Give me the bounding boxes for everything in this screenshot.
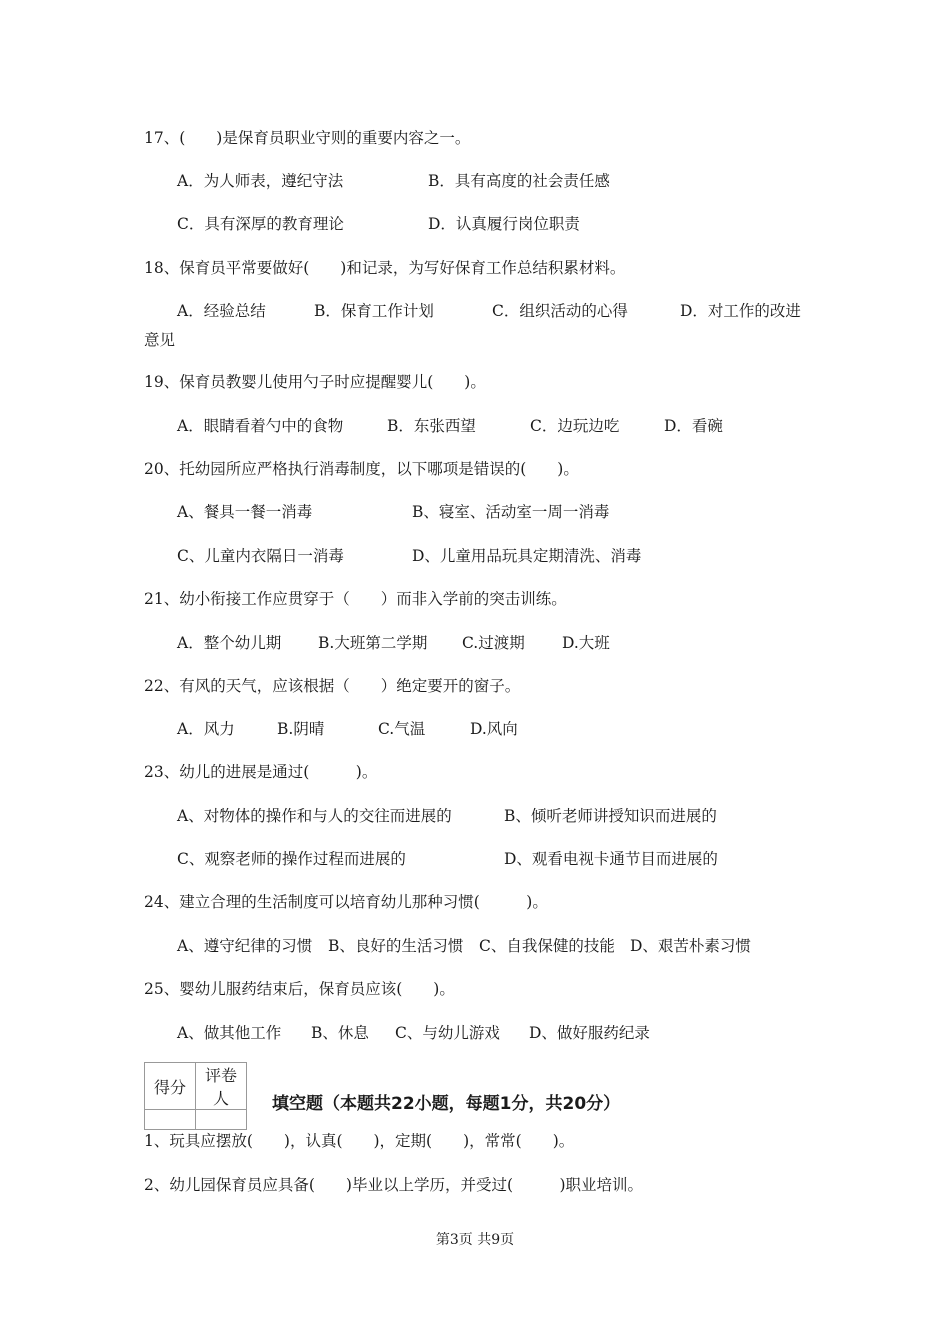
question-19-stem: 19、保育员教婴儿使用勺子时应提醒婴儿( )。 xyxy=(144,373,486,391)
question-20-option-d: D、儿童用品玩具定期清洗、消毒 xyxy=(412,547,642,565)
question-23-stem: 23、幼儿的进展是通过( )。 xyxy=(144,763,378,781)
fill-question-2: 2、幼儿园保育员应具备( )毕业以上学历，并受过( )职业培训。 xyxy=(144,1176,644,1194)
question-24-option-b: B、良好的生活习惯 xyxy=(328,937,464,955)
question-22-option-d: D.风向 xyxy=(470,720,518,738)
question-17-option-d: D．认真履行岗位职责 xyxy=(428,215,580,233)
question-18-stem: 18、保育员平常要做好( )和记录，为写好保育工作总结积累材料。 xyxy=(144,259,626,277)
question-21-option-d: D.大班 xyxy=(562,634,610,652)
question-23-option-d: D、观看电视卡通节目而进展的 xyxy=(504,850,718,868)
question-20-option-c: C、儿童内衣隔日一消毒 xyxy=(177,547,344,565)
question-17-stem: 17、( )是保育员职业守则的重要内容之一。 xyxy=(144,129,471,147)
reviewer-cell xyxy=(196,1110,247,1130)
question-21-stem: 21、幼小衔接工作应贯穿于（ ）而非入学前的突击训练。 xyxy=(144,590,567,608)
question-18-option-a: A．经验总结 xyxy=(177,302,266,320)
question-19-option-c: C．边玩边吃 xyxy=(530,417,620,435)
question-23-option-a: A、对物体的操作和与人的交往而进展的 xyxy=(177,807,452,825)
question-22-option-c: C.气温 xyxy=(378,720,426,738)
question-19-option-d: D．看碗 xyxy=(664,417,723,435)
question-20-stem: 20、托幼园所应严格执行消毒制度，以下哪项是错误的( )。 xyxy=(144,460,579,478)
score-table xyxy=(144,1062,247,1130)
question-19-option-b: B．东张西望 xyxy=(387,417,476,435)
question-25-option-c: C、与幼儿游戏 xyxy=(395,1024,500,1042)
question-21-option-b: B.大班第二学期 xyxy=(318,634,428,652)
question-22-stem: 22、有风的天气，应该根据（ ）绝定要开的窗子。 xyxy=(144,677,521,695)
question-23-option-b: B、倾听老师讲授知识而进展的 xyxy=(504,807,717,825)
question-17-option-a: A．为人师表，遵纪守法 xyxy=(177,172,344,190)
question-25-stem: 25、婴幼儿服药结束后，保育员应该( )。 xyxy=(144,980,455,998)
reviewer-label: 评卷人 xyxy=(196,1063,247,1110)
question-22-option-b: B.阴晴 xyxy=(277,720,325,738)
score-cell xyxy=(145,1110,196,1130)
question-25-option-d: D、做好服药纪录 xyxy=(529,1024,650,1042)
question-24-stem: 24、建立合理的生活制度可以培育幼儿那种习惯( )。 xyxy=(144,893,548,911)
question-22-option-a: A．风力 xyxy=(177,720,235,738)
question-25-option-a: A、做其他工作 xyxy=(177,1024,282,1042)
question-23-option-c: C、观察老师的操作过程而进展的 xyxy=(177,850,406,868)
fill-question-1: 1、玩具应摆放( )，认真( )，定期( )，常常( )。 xyxy=(144,1132,575,1150)
question-17-option-c: C．具有深厚的教育理论 xyxy=(177,215,344,233)
section-title: 填空题（本题共22小题，每题1分，共20分） xyxy=(272,1094,621,1114)
question-21-option-c: C.过渡期 xyxy=(462,634,525,652)
question-19-option-a: A．眼睛看着勺中的食物 xyxy=(177,417,344,435)
question-17-option-b: B．具有高度的社会责任感 xyxy=(428,172,610,190)
question-20-option-b: B、寝室、活动室一周一消毒 xyxy=(412,503,610,521)
question-18-option-d: D．对工作的改进 xyxy=(680,302,801,320)
question-25-option-b: B、休息 xyxy=(311,1024,369,1042)
score-label: 得分 xyxy=(145,1063,196,1110)
question-20-option-a: A、餐具一餐一消毒 xyxy=(177,503,313,521)
question-24-option-a: A、遵守纪律的习惯 xyxy=(177,937,313,955)
question-24-option-d: D、艰苦朴素习惯 xyxy=(630,937,751,955)
question-21-option-a: A．整个幼儿期 xyxy=(177,634,282,652)
page-footer: 第3页 共9页 xyxy=(435,1232,515,1248)
question-24-option-c: C、自我保健的技能 xyxy=(479,937,615,955)
question-18-option-c: C．组织活动的心得 xyxy=(492,302,628,320)
question-18-option-b: B．保育工作计划 xyxy=(314,302,434,320)
question-18-continuation: 意见 xyxy=(144,331,176,349)
